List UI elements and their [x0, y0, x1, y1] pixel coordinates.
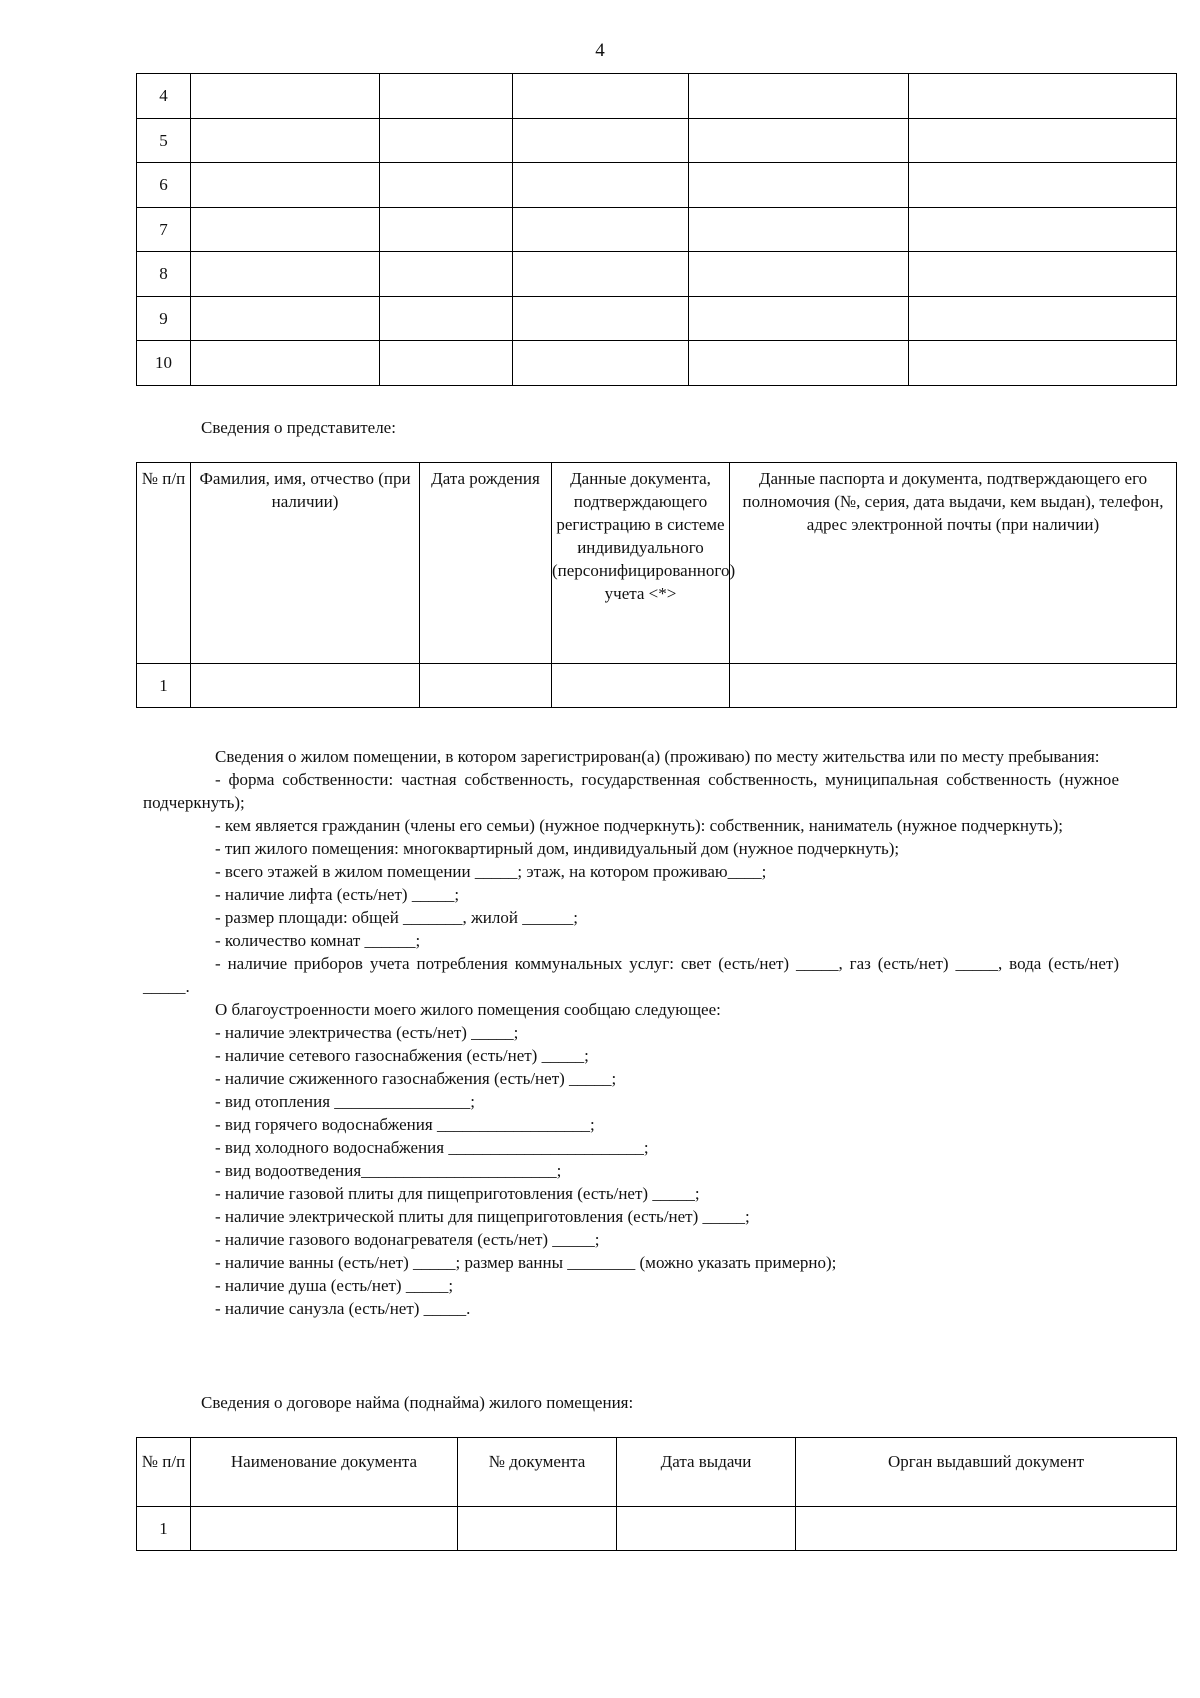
- table-cell[interactable]: [191, 296, 380, 341]
- table-cell[interactable]: [513, 207, 689, 252]
- contract-caption: Сведения о договоре найма (поднайма) жилого помещения:: [201, 1393, 634, 1412]
- table-header-row: [137, 1438, 1177, 1507]
- row-number: 8: [137, 252, 191, 297]
- table-cell[interactable]: [380, 207, 513, 252]
- table-cell[interactable]: [730, 664, 1177, 708]
- amenity-line: - наличие душа (есть/нет) _____;: [215, 1276, 454, 1295]
- table-cell[interactable]: [909, 252, 1177, 297]
- row-number: 6: [137, 163, 191, 208]
- table-header-row: [137, 463, 1177, 664]
- column-header: Дата рождения: [420, 463, 552, 664]
- elevator-line: - наличие лифта (есть/нет) _____;: [215, 885, 460, 904]
- table-cell[interactable]: [380, 341, 513, 386]
- page-number: 4: [595, 40, 605, 61]
- column-header: Орган выдавший документ: [796, 1438, 1177, 1507]
- table-cell[interactable]: [909, 74, 1177, 119]
- table-row: [137, 74, 1177, 119]
- column-header: № п/п: [137, 1438, 191, 1507]
- row-number: 1: [137, 664, 191, 708]
- floors-line: - всего этажей в жилом помещении _____; этаж, на котором проживаю____;: [215, 862, 767, 881]
- table-cell[interactable]: [191, 252, 380, 297]
- table-cell[interactable]: [420, 664, 552, 708]
- contract-table: [136, 1437, 1177, 1551]
- column-header: Данные документа, подтверждающего регистрацию в системе индивидуального (персонифицированного) учета <*>: [552, 463, 730, 664]
- column-header: Дата выдачи: [617, 1438, 796, 1507]
- amenity-line: - вид холодного водоснабжения _______________________;: [215, 1138, 649, 1157]
- amenity-line: - наличие электрической плиты для пищеприготовления (есть/нет) _____;: [215, 1207, 750, 1226]
- amenity-line: - вид горячего водоснабжения __________________;: [215, 1115, 595, 1134]
- row-number: 7: [137, 207, 191, 252]
- row-number: 5: [137, 118, 191, 163]
- table-cell[interactable]: [191, 163, 380, 208]
- table-cell[interactable]: [380, 163, 513, 208]
- row-number: 1: [137, 1507, 191, 1551]
- amenity-line: - наличие газовой плиты для пищеприготовления (есть/нет) _____;: [215, 1184, 700, 1203]
- amenity-line: - наличие ванны (есть/нет) _____; размер ванны ________ (можно указать примерно);: [215, 1253, 837, 1272]
- table-row: [137, 664, 1177, 708]
- housing-section: [143, 745, 1119, 1320]
- row-number: 9: [137, 296, 191, 341]
- column-header: Данные паспорта и документа, подтверждающего его полномочия (№, серия, дата выдачи, кем выдан), телефон, адрес электронной почты (при наличии): [730, 463, 1177, 664]
- meters-line: - наличие приборов учета потребления коммунальных услуг: свет (есть/нет) _____, газ (есть/нет) _____, вода (есть/нет) _____.: [143, 954, 1119, 996]
- row-number: 10: [137, 341, 191, 386]
- table-cell[interactable]: [552, 664, 730, 708]
- table-cell[interactable]: [689, 207, 909, 252]
- table-cell[interactable]: [380, 296, 513, 341]
- amenity-line: - вид водоотведения_______________________;: [215, 1161, 562, 1180]
- amenity-line: - наличие санузла (есть/нет) _____.: [215, 1299, 471, 1318]
- table-cell[interactable]: [689, 252, 909, 297]
- table-row: [137, 118, 1177, 163]
- table-row: [137, 163, 1177, 208]
- table-cell[interactable]: [191, 207, 380, 252]
- table-cell[interactable]: [909, 207, 1177, 252]
- table-cell[interactable]: [191, 341, 380, 386]
- table-cell[interactable]: [458, 1507, 617, 1551]
- family-members-table: [136, 73, 1177, 386]
- table-cell[interactable]: [513, 296, 689, 341]
- table-cell[interactable]: [191, 74, 380, 119]
- amenity-line: - наличие газового водонагревателя (есть/нет) _____;: [215, 1230, 600, 1249]
- column-header: № п/п: [137, 463, 191, 664]
- table-cell[interactable]: [380, 252, 513, 297]
- table-cell[interactable]: [909, 341, 1177, 386]
- column-header: № документа: [458, 1438, 617, 1507]
- table-cell[interactable]: [513, 163, 689, 208]
- amenity-line: - наличие электричества (есть/нет) _____;: [215, 1023, 519, 1042]
- table-row: [137, 341, 1177, 386]
- who-line: - кем является гражданин (члены его семьи) (нужное подчеркнуть): собственник, наниматель (нужное подчеркнуть);: [215, 816, 1063, 835]
- table-cell[interactable]: [909, 118, 1177, 163]
- table-cell[interactable]: [380, 118, 513, 163]
- table-cell[interactable]: [191, 664, 420, 708]
- table-cell[interactable]: [380, 74, 513, 119]
- representative-table: [136, 462, 1177, 708]
- amenity-line: - наличие сжиженного газоснабжения (есть/нет) _____;: [215, 1069, 617, 1088]
- table-cell[interactable]: [513, 341, 689, 386]
- table-cell[interactable]: [689, 163, 909, 208]
- representative-caption: Сведения о представителе:: [201, 418, 396, 437]
- column-header: Фамилия, имя, отчество (при наличии): [191, 463, 420, 664]
- table-row: [137, 252, 1177, 297]
- rooms-line: - количество комнат ______;: [215, 931, 421, 950]
- table-cell[interactable]: [191, 1507, 458, 1551]
- table-cell[interactable]: [513, 252, 689, 297]
- table-cell[interactable]: [909, 296, 1177, 341]
- table-cell[interactable]: [909, 163, 1177, 208]
- table-cell[interactable]: [513, 118, 689, 163]
- housing-type-line: - тип жилого помещения: многоквартирный дом, индивидуальный дом (нужное подчеркнуть);: [215, 839, 900, 858]
- housing-intro: Сведения о жилом помещении, в котором зарегистрирован(а) (проживаю) по месту жительства или по месту пребывания:: [215, 747, 1100, 766]
- table-row: [137, 296, 1177, 341]
- table-cell[interactable]: [689, 74, 909, 119]
- table-row: [137, 1507, 1177, 1551]
- table-cell[interactable]: [191, 118, 380, 163]
- table-cell[interactable]: [689, 341, 909, 386]
- amenity-line: - наличие сетевого газоснабжения (есть/нет) _____;: [215, 1046, 589, 1065]
- area-line: - размер площади: общей _______, жилой ______;: [215, 908, 578, 927]
- ownership-line: - форма собственности: частная собственность, государственная собственность, муниципальная собственность (нужное подчеркнуть);: [143, 770, 1119, 812]
- amenities-intro: О благоустроенности моего жилого помещения сообщаю следующее:: [215, 1000, 721, 1019]
- column-header: Наименование документа: [191, 1438, 458, 1507]
- table-cell[interactable]: [796, 1507, 1177, 1551]
- amenity-line: - вид отопления ________________;: [215, 1092, 476, 1111]
- table-row: [137, 207, 1177, 252]
- table-cell[interactable]: [689, 118, 909, 163]
- row-number: 4: [137, 74, 191, 119]
- table-cell[interactable]: [617, 1507, 796, 1551]
- table-cell[interactable]: [689, 296, 909, 341]
- table-cell[interactable]: [513, 74, 689, 119]
